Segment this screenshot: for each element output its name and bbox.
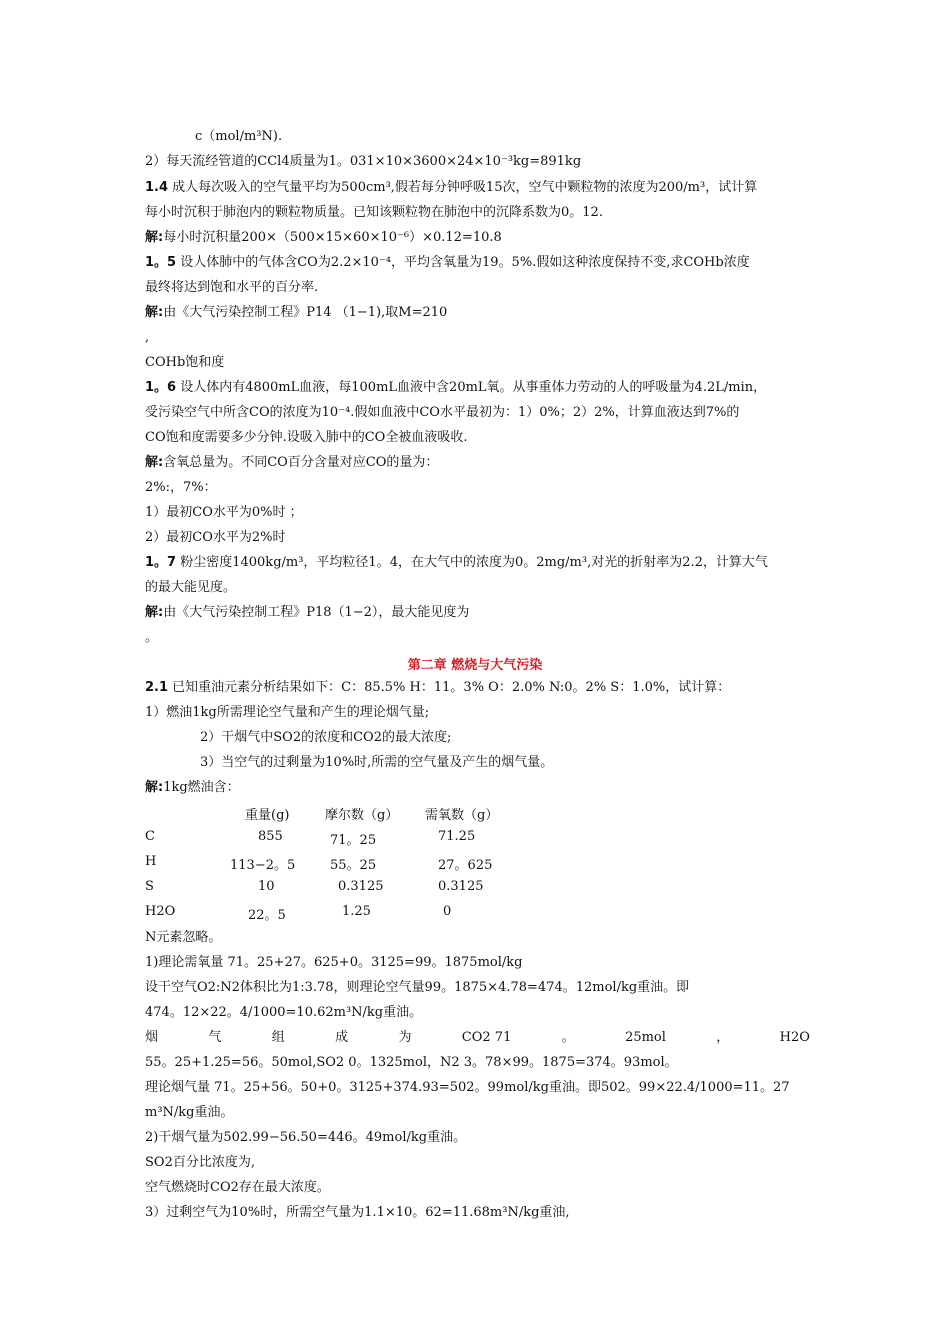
problem-number: 1。7	[145, 555, 177, 570]
text-line: N元素忽略。	[145, 930, 222, 945]
text-line: 3）过剩空气为10%时，所需空气量为1.1×10。62=11.68m³N/kg重油,	[145, 1205, 570, 1220]
chapter-title: 第二章 燃烧与大气污染	[407, 658, 543, 673]
text-line: 3）当空气的过剩量为10%时,所需的空气量及产生的烟气量。	[200, 755, 554, 770]
table-cell: H	[145, 854, 157, 869]
problem-1-5: 1。5 设人体肺中的气体含CO为2.2×10⁻⁴，平均含氧量为19。5%.假如这种浓度保持不变,求COHb浓度	[145, 255, 750, 270]
problem-1-4: 1.4 成人每次吸入的空气量平均为500cm³,假若每分钟呼吸15次，空气中颗粒物的浓度为200/m³，试计算	[145, 180, 758, 195]
text-line: 设干空气O2:N2体积比为1:3.78，则理论空气量99。1875×4.78=474。12mol/kg重油。即	[145, 980, 690, 995]
solution-label: 解:	[145, 230, 164, 245]
problem-2-1: 2.1 已知重油元素分析结果如下：C：85.5% H：11。3% O：2.0% N:0。2% S：1.0%，试计算：	[145, 680, 731, 695]
problem-number: 1。6	[145, 380, 177, 395]
table-header: 重量(g)	[245, 808, 290, 823]
justified-line: 烟 气 组 成 为 CO2 71 。 25mol ， H2O	[145, 1030, 810, 1045]
solution-line: 解:由《大气污染控制工程》P14 （1−1),取M=210	[145, 305, 448, 320]
table-cell: 0.3125	[438, 879, 484, 894]
table-cell: 0	[443, 904, 452, 919]
table-header: 需氧数（g）	[425, 808, 499, 823]
table-cell: S	[145, 879, 154, 894]
table-cell: 1.25	[342, 904, 371, 919]
text-line: 1）最初CO水平为0%时 ；	[145, 505, 303, 520]
table-cell: 855	[258, 829, 283, 844]
table-cell: 55。25	[330, 858, 377, 873]
table-cell: 27。625	[438, 858, 493, 873]
problem-number: 2.1	[145, 680, 169, 695]
text-line: 每小时沉积于肺泡内的颗粒物质量。已知该颗粒物在肺泡中的沉降系数为0。12.	[145, 205, 603, 220]
text-line: 2）每天流经管道的CCl4质量为1。031×10×3600×24×10⁻³kg=891kg	[145, 154, 582, 169]
solution-label: 解:	[145, 780, 164, 795]
table-cell: 71.25	[438, 829, 476, 844]
table-cell: 71。25	[330, 833, 377, 848]
text-line: 2)干烟气量为502.99−56.50=446。49mol/kg重油。	[145, 1130, 467, 1145]
text-line: 空气燃烧时CO2存在最大浓度。	[145, 1180, 330, 1195]
text-line: 1）燃油1kg所需理论空气量和产生的理论烟气量;	[145, 705, 430, 720]
solution-label: 解:	[145, 605, 164, 620]
problem-number: 1.4	[145, 180, 169, 195]
text-line: CO饱和度需要多少分钟.设吸入肺中的CO全被血液吸收.	[145, 430, 468, 445]
solution-line: 解:由《大气污染控制工程》P18（1−2），最大能见度为	[145, 605, 470, 620]
text-line: 1)理论需氧量 71。25+27。625+0。3125=99。1875mol/kg	[145, 955, 523, 970]
text-line: 最终将达到饱和水平的百分率.	[145, 280, 319, 295]
text-line: COHb饱和度	[145, 355, 225, 370]
text-line: 2）最初CO水平为2%时	[145, 530, 286, 545]
table-header: 摩尔数（g）	[325, 808, 399, 823]
text-line: 2%:，7%：	[145, 480, 217, 495]
table-cell: C	[145, 829, 155, 844]
text-line: 。	[145, 630, 159, 645]
problem-1-7: 1。7 粉尘密度1400kg/m³，平均粒径1。4，在大气中的浓度为0。2mg/m³,对光的折射率为2.2，计算大气	[145, 555, 768, 570]
text-line: c（mol/m³N).	[195, 129, 283, 144]
text-line: SO2百分比浓度为,	[145, 1155, 255, 1170]
solution-line: 解:含氧总量为。不同CO百分含量对应CO的量为：	[145, 455, 439, 470]
text-line: m³N/kg重油。	[145, 1105, 234, 1120]
table-cell: 113−2。5	[230, 858, 296, 873]
table-cell: H2O	[145, 904, 176, 919]
text-line: 2）干烟气中SO2的浓度和CO2的最大浓度;	[200, 730, 452, 745]
table-cell: 10	[258, 879, 275, 894]
solution-line: 解:1kg燃油含：	[145, 780, 240, 795]
text-line: 474。12×22。4/1000=10.62m³N/kg重油。	[145, 1005, 423, 1020]
solution-line: 解:每小时沉积量200×（500×15×60×10⁻⁶）×0.12=10.8	[145, 230, 502, 245]
solution-label: 解:	[145, 305, 164, 320]
table-cell: 22。5	[248, 908, 286, 923]
text-line: ,	[145, 330, 150, 345]
text-line: 理论烟气量 71。25+56。50+0。3125+374.93=502。99mol/kg重油。即502。99×22.4/1000=11。27	[145, 1080, 790, 1095]
text-line: 受污染空气中所含CO的浓度为10⁻⁴.假如血液中CO水平最初为：1）0%；2）2%，计算血液达到7%的	[145, 405, 740, 420]
table-cell: 0.3125	[338, 879, 384, 894]
text-line: 55。25+1.25=56。50mol,SO2 0。1325mol，N2 3。78×99。1875=374。93mol。	[145, 1055, 678, 1070]
solution-label: 解:	[145, 455, 164, 470]
text-line: 的最大能见度。	[145, 580, 237, 595]
problem-1-6: 1。6 设人体内有4800mL血液，每100mL血液中含20mL氧。从事重体力劳动的人的呼吸量为4.2L/min，	[145, 380, 767, 395]
problem-number: 1。5	[145, 255, 177, 270]
